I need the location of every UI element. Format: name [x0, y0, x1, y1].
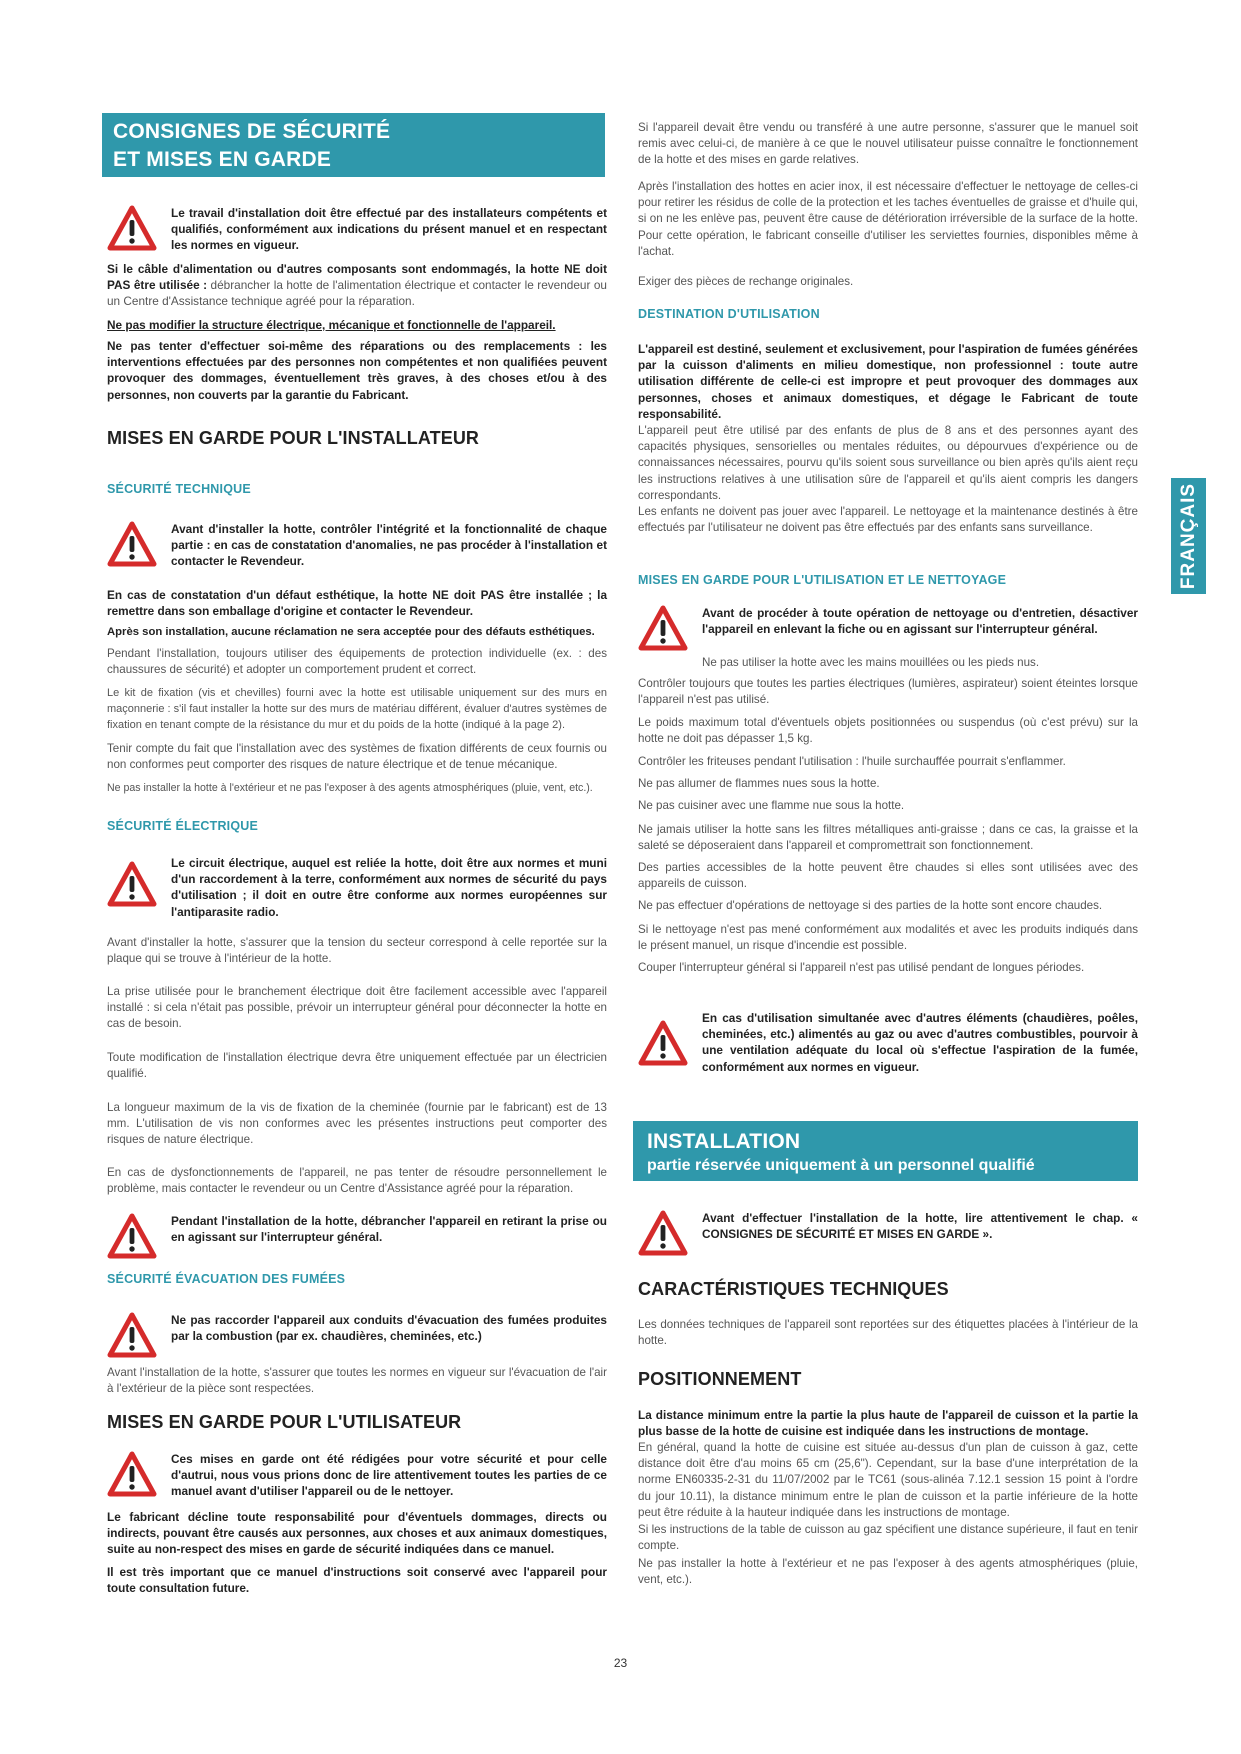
warning-block-unplug	[107, 1213, 607, 1261]
positioning-bold: La distance minimum entre la partie la plus haute de l'appareil de cuisson et la partie la plus basse de la hotte de cuisine est indiquée dans les instructions de montage.	[638, 1408, 1138, 1439]
sold-paragraph: Si l'appareil devait être vendu ou transféré à une autre personne, s'assurer que le manuel soit remis avec celui-ci, de manière à ce que le nouvel utilisateur puisse connaître le fonctionnement de la hotte et des mises en garde relatives.	[638, 121, 1138, 167]
warning-text: Le circuit électrique, auquel est reliée la hotte, doit être aux normes et muni d'un raccordement à la terre, conformément aux normes de sécurité du pays d'utilisation ; il doit en outre être conforme aux normes européennes sur l'antiparasite radio.	[171, 856, 607, 919]
malfunction-paragraph: En cas de dysfonctionnements de l'appareil, ne pas tenter de résoudre personnellement le problème, mais contacter le revendeur ou un Centre d'Assistance agréé pour la réparation.	[107, 1166, 607, 1196]
warning-text: En cas d'utilisation simultanée avec d'autres éléments (chaudières, poêles, cheminées, etc.) alimentés au gaz ou avec d'autres combustibles, pourvoir à une ventilation adéquate du local où s'effectue l'aspiration de la fumée, conformément aux normes en vigueur.	[702, 1011, 1138, 1074]
warning-icon	[107, 1451, 157, 1497]
warning-icon	[638, 1020, 688, 1066]
underlined-warning: Ne pas modifier la structure électrique, mécanique et fonctionnelle de l'appareil.	[107, 318, 556, 332]
spare-parts-paragraph: Exiger des pièces de rechange originales.	[638, 275, 854, 288]
use-rule-6: Ne pas cuisiner avec une flamme nue sous la hotte.	[638, 799, 905, 812]
warning-text: Le travail d'installation doit être effectué par des installateurs compétents et qualifiés, conformément aux indications du présent manuel et en respectant les normes en vigueur.	[171, 206, 607, 253]
fixing-risk-paragraph: Tenir compte du fait que l'installation avec des systèmes de fixation différents de ceux fournis ou non conformes peut comporter des risques de nature électrique et de tenue mécanique.	[107, 742, 607, 772]
characteristics-paragraph: Les données techniques de l'appareil sont reportées sur des étiquettes placées à l'intérieur de la hotte.	[638, 1318, 1138, 1348]
safety-banner	[102, 113, 605, 177]
heading-destination: DESTINATION D'UTILISATION	[638, 307, 820, 321]
warning-icon	[638, 605, 688, 651]
warning-text: Avant de procéder à toute opération de nettoyage ou d'entretien, désactiver l'appareil en enlevant la fiche ou en agissant sur l'interrupteur général.	[702, 606, 1138, 637]
use-rule-7: Ne jamais utiliser la hotte sans les filtres métalliques anti-graisse ; dans ce cas, la graisse et la saleté se déposeraient dans l'appareil et compromettrait son fonctionnement.	[638, 823, 1138, 853]
defect-paragraph: En cas de constatation d'un défaut esthétique, la hotte NE doit PAS être installée ; la remettre dans son emballage d'origine et contacter le Revendeur.	[107, 588, 607, 619]
heading-installer: MISES EN GARDE POUR L'INSTALLATEUR	[107, 428, 480, 448]
children-paragraph-2: Les enfants ne doivent pas jouer avec l'appareil. Le nettoyage et la maintenance destinés à être effectués par l'utilisateur ne doivent pas être effectués par des enfants sans surveillance.	[638, 505, 1138, 535]
use-rule-5: Ne pas allumer de flammes nues sous la hotte.	[638, 777, 880, 790]
ppe-paragraph: Pendant l'installation, toujours utiliser des équipements de protection individuelle (ex. : des chaussures de sécurité) et adopter un comportement prudent et correct.	[107, 647, 607, 677]
warning-text: Ne pas raccorder l'appareil aux conduits d'évacuation des fumées produites par la combustion (par ex. chaudières, cheminées, etc.)	[171, 1313, 607, 1344]
cable-paragraph	[107, 261, 607, 310]
cable-rest: débrancher la hotte de l'alimentation électrique et contacter le revendeur ou un Centre d'Assistance technique agréé pour la réparation.	[107, 278, 607, 309]
page-number: 23	[613, 1656, 628, 1670]
warning-icon	[107, 1213, 157, 1259]
warning-block-installers	[107, 205, 607, 257]
warning-block-user	[107, 1451, 607, 1503]
warning-block-ducts	[107, 1312, 607, 1360]
modification-paragraph: Toute modification de l'installation électrique devra être uniquement effectuée par un électricien qualifié.	[107, 1051, 607, 1081]
voltage-paragraph: Avant d'installer la hotte, s'assurer que la tension du secteur correspond à celle reportée sur la plaque qui se trouve à l'intérieur de la hotte.	[107, 936, 607, 966]
repair-paragraph: Ne pas tenter d'effectuer soi-même des réparations ou des remplacements : les interventions effectuées par des personnes non compétentes et non qualifiées peuvent provoquer des dommages, éventuellement très graves, à des choses et/ou à des personnes, non couverts par la garantie du Fabricant.	[107, 339, 607, 402]
use-rule-3: Le poids maximum total d'éventuels objets positionnées ou suspendus (où c'est prévu) sur la hotte ne doit pas dépasser 1,5 kg.	[638, 716, 1138, 746]
warning-block-integrity	[107, 521, 607, 573]
language-tab	[1171, 478, 1206, 594]
destination-paragraph: L'appareil est destiné, seulement et exclusivement, pour l'aspiration de fumées générées par la cuisson d'aliments en milieu domestique, non professionnel : toute autre utilisation différente de celle-ci est impropre et peut provoquer des dommages aux personnes, choses et animaux domestiques, et dégage le Fabricant de toute responsabilité.	[638, 342, 1138, 421]
heading-positioning: POSITIONNEMENT	[638, 1369, 802, 1389]
children-paragraph: L'appareil peut être utilisé par des enfants de plus de 8 ans et des personnes ayant des capacités physiques, sensorielles ou mentales réduites, ou dépourvues d'expérience ou de connaissances nécessaires, pourvu qu'ils soient sous surveillance ou bien après qu'ils aient reçu les instructions relatives à une utilisation sûre de l'appareil et qu'ils aient compris les dangers correspondants.	[638, 424, 1138, 502]
use-rule-9: Ne pas effectuer d'opérations de nettoyage si des parties de la hotte sont encore chaudes.	[638, 899, 1103, 912]
warning-block-read-chapter	[638, 1210, 1138, 1258]
heading-tech-safety: SÉCURITÉ TECHNIQUE	[107, 482, 251, 496]
use-rule-11: Couper l'interrupteur général si l'appareil n'est pas utilisé pendant de longues périodes.	[638, 961, 1085, 974]
use-rule-4: Contrôler les friteuses pendant l'utilisation : l'huile surchauffée pourrait s'enflammer.	[638, 755, 1066, 768]
warning-block-circuit	[107, 855, 607, 919]
exhaust-paragraph: Avant l'installation de la hotte, s'assurer que toutes les normes en vigueur sur l'évacuation de l'air à l'extérieur de la pièce sont respectées.	[107, 1366, 607, 1396]
warning-block-cleaning	[638, 605, 1138, 653]
warning-text: Avant d'installer la hotte, contrôler l'intégrité et la fonctionnalité de chaque partie : en cas de constatation d'anomalies, ne pas procéder à l'installation et contacter le Revendeur.	[171, 522, 607, 569]
after-install-paragraph: Après son installation, aucune réclamation ne sera acceptée pour des défauts esthétiques.	[107, 626, 595, 638]
positioning-paragraph-3: Ne pas installer la hotte à l'extérieur et ne pas l'exposer à des agents atmosphériques (pluie, vent, etc.).	[638, 1557, 1138, 1587]
warning-text: Pendant l'installation de la hotte, débrancher l'appareil en retirant la prise ou en agissant sur l'interrupteur général.	[171, 1214, 607, 1245]
installation-banner	[633, 1121, 1138, 1181]
positioning-paragraph-2: Si les instructions de la table de cuisson au gaz spécifient une distance supérieure, il faut en tenir compte.	[638, 1523, 1138, 1553]
safety-banner-line2: ET MISES EN GARDE	[113, 148, 332, 171]
installation-banner-line1: INSTALLATION	[647, 1130, 801, 1153]
keep-manual-paragraph: Il est très important que ce manuel d'instructions soit conservé avec l'appareil pour toute consultation future.	[107, 1565, 607, 1596]
use-rule-1: Ne pas utiliser la hotte avec les mains mouillées ou les pieds nus.	[702, 656, 1040, 669]
warning-text: Ces mises en garde ont été rédigées pour votre sécurité et pour celle d'autrui, nous vous prions donc de lire attentivement toutes les parties de ce manuel avant d'utiliser l'appareil ou de le nettoyer.	[171, 1452, 607, 1499]
installation-banner-line2: partie réservée uniquement à un personnel qualifié	[647, 1157, 1035, 1174]
warning-text: Avant d'effectuer l'installation de la hotte, lire attentivement le chap. « CONSIGNES DE SÉCURITÉ ET MISES EN GARDE ».	[702, 1211, 1138, 1242]
cable-bold: Si le câble d'alimentation ou d'autres composants sont endommagés, la hotte NE doit PAS être utilisée :	[107, 262, 607, 293]
positioning-paragraph: En général, quand la hotte de cuisine est située au-dessus d'un plan de cuisson à gaz, cette distance doit être d'au moins 65 cm (25,6"). Cependant, sur la base d'une interprétation de la norme EN60335-2-31 du 11/07/2002 par le TC61 (sous-alinéa 7.12.1 session 15 point à l'ordre du jour 10.11), la distance minimum entre le plan de cuisson et la partie inférieure de la hotte peut être réduite à la hauteur indiquée dans les instructions de montage.	[638, 1441, 1138, 1519]
fixing-kit-paragraph: Le kit de fixation (vis et chevilles) fourni avec la hotte est utilisable uniquement sur des murs en maçonnerie : s'il faut installer la hotte sur des murs de matériau différent, évaluer d'autres systèmes de fixation en tenant compte de la résistance du mur et du poids de la hotte (indiqué à la page 2).	[107, 687, 607, 731]
screw-paragraph: La longueur maximum de la vis de fixation de la cheminée (fournie par le fabricant) est de 13 mm. L'utilisation de vis non conformes avec les présentes instructions peut comporter des risques de nature électrique.	[107, 1101, 607, 1147]
warning-icon	[107, 521, 157, 567]
warning-block-ventilation	[638, 1010, 1138, 1076]
heading-fume-safety: SÉCURITÉ ÉVACUATION DES FUMÉES	[107, 1272, 346, 1286]
language-tab-label: FRANÇAIS	[1177, 482, 1199, 590]
warning-icon	[107, 1312, 157, 1358]
outdoor-paragraph: Ne pas installer la hotte à l'extérieur et ne pas l'exposer à des agents atmosphériques (pluie, vent, etc.).	[107, 782, 593, 794]
warning-icon	[107, 861, 157, 907]
liability-paragraph: Le fabricant décline toute responsabilité pour d'éventuels dommages, directs ou indirects, pouvant être causés aux personnes, aux choses et aux animaux domestiques, suite au non-respect des mises en garde de sécurité indiquées dans ce manuel.	[107, 1510, 607, 1557]
heading-characteristics: CARACTÉRISTIQUES TECHNIQUES	[638, 1279, 949, 1299]
safety-banner-line1: CONSIGNES DE SÉCURITÉ	[113, 120, 391, 143]
heading-user: MISES EN GARDE POUR L'UTILISATEUR	[107, 1412, 462, 1432]
heading-use-cleaning: MISES EN GARDE POUR L'UTILISATION ET LE NETTOYAGE	[638, 573, 1007, 587]
heading-electrical-safety: SÉCURITÉ ÉLECTRIQUE	[107, 819, 259, 833]
use-rule-10: Si le nettoyage n'est pas mené conformément aux modalités et avec les produits indiqués dans le présent manuel, un risque d'incendie est possible.	[638, 923, 1138, 953]
warning-icon	[638, 1210, 688, 1256]
plug-paragraph: La prise utilisée pour le branchement électrique doit être facilement accessible avec l'appareil installé : si cela n'était pas possible, prévoir un interrupteur général pour déconnecter la hotte en cas de besoin.	[107, 985, 607, 1031]
use-rule-2: Contrôler toujours que toutes les parties électriques (lumières, aspirateur) soient éteintes lorsque l'appareil n'est pas utilisé.	[638, 677, 1138, 707]
use-rule-8: Des parties accessibles de la hotte peuvent être chaudes si elles sont utilisées avec des appareils de cuisson.	[638, 861, 1138, 891]
warning-icon	[107, 205, 157, 251]
inox-paragraph: Après l'installation des hottes en acier inox, il est nécessaire d'effectuer le nettoyage de celles-ci pour retirer les résidus de colle de la protection et les taches éventuelles de graisse et d'huile qui, si on ne les enlève pas, peuvent être cause de détérioration irréversible de la surface de la hotte. Pour cette opération, le fabricant conseille d'utiliser les serviettes fournies, disponibles même à l'achat.	[638, 180, 1138, 258]
